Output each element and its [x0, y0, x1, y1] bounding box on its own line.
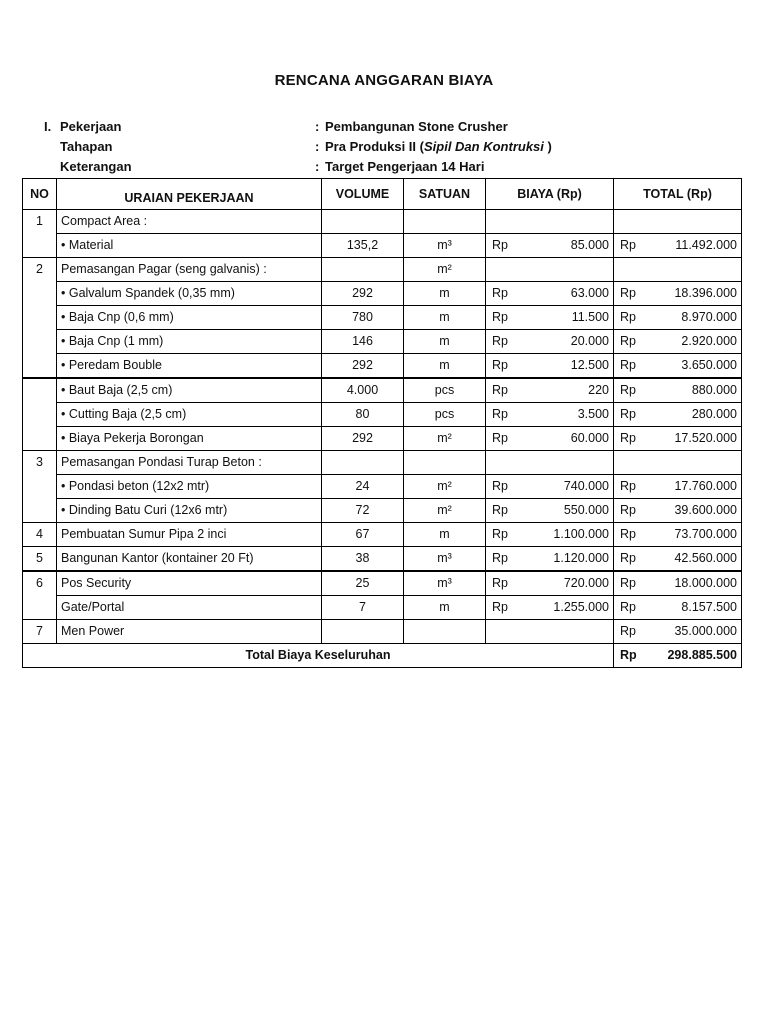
- table-row: [23, 330, 742, 354]
- row-satuan-cell: [404, 210, 486, 234]
- row-satuan-cell: [404, 354, 486, 379]
- row-volume: 24: [355, 479, 370, 493]
- row-desc-cell: [57, 354, 322, 379]
- currency-label: Rp: [620, 551, 636, 565]
- row-no: 7: [36, 624, 43, 638]
- row-total-cell: [614, 258, 742, 282]
- row-satuan-cell: [404, 282, 486, 306]
- row-satuan: m²: [437, 503, 452, 517]
- row-satuan: m: [439, 600, 450, 614]
- row-biaya-cell: [486, 620, 614, 644]
- currency-label: Rp: [620, 600, 636, 614]
- row-volume-cell: [322, 210, 404, 234]
- currency-label: Rp: [620, 358, 636, 372]
- currency-label: Rp: [620, 576, 636, 590]
- row-volume: 7: [359, 600, 366, 614]
- row-volume: 25: [355, 576, 370, 590]
- row-no-cell: [23, 427, 57, 451]
- table-row: [23, 596, 742, 620]
- row-total-cell: [614, 282, 742, 306]
- row-no: 5: [36, 551, 43, 565]
- row-satuan: m³: [437, 238, 452, 252]
- row-no-cell: [23, 596, 57, 620]
- row-biaya: 1.100.000: [553, 527, 609, 541]
- row-desc: • Dinding Batu Curi (12x6 mtr): [61, 503, 228, 517]
- row-desc-cell: [57, 596, 322, 620]
- row-biaya: 1.255.000: [553, 600, 609, 614]
- row-biaya: 20.000: [570, 334, 609, 348]
- currency-label: Rp: [492, 334, 508, 348]
- row-no-cell: [23, 523, 57, 547]
- row-desc-cell: [57, 523, 322, 547]
- row-total-cell: [614, 306, 742, 330]
- row-total-cell: [614, 330, 742, 354]
- currency-label: Rp: [492, 286, 508, 300]
- row-biaya-cell: [486, 210, 614, 234]
- row-biaya-cell: [486, 354, 614, 379]
- currency-label: Rp: [620, 334, 636, 348]
- budget-table: [22, 178, 742, 668]
- currency-label: Rp: [620, 648, 637, 662]
- row-volume-cell: [322, 571, 404, 596]
- table-row: [23, 547, 742, 572]
- row-biaya: 740.000: [563, 479, 609, 493]
- row-total: 18.396.000: [674, 286, 737, 300]
- row-volume-cell: [322, 547, 404, 572]
- row-volume: 292: [352, 286, 373, 300]
- row-desc-cell: [57, 258, 322, 282]
- row-desc-cell: [57, 403, 322, 427]
- row-satuan: m: [439, 310, 450, 324]
- row-satuan-cell: [404, 258, 486, 282]
- row-biaya-cell: [486, 282, 614, 306]
- colon: :: [315, 139, 320, 154]
- row-volume-cell: [322, 378, 404, 403]
- row-volume: 80: [355, 407, 370, 421]
- row-no-cell: [23, 210, 57, 234]
- row-total: 8.157.500: [681, 600, 737, 614]
- currency-label: Rp: [620, 479, 636, 493]
- header-total: TOTAL (Rp): [614, 179, 742, 210]
- row-biaya-cell: [486, 596, 614, 620]
- row-total-cell: [614, 499, 742, 523]
- row-desc-cell: [57, 499, 322, 523]
- row-desc: • Pondasi beton (12x2 mtr): [61, 479, 210, 493]
- row-volume-cell: [322, 306, 404, 330]
- keterangan-label: Keterangan: [60, 159, 132, 174]
- header-satuan: SATUAN: [404, 179, 486, 210]
- row-total: 11.492.000: [675, 238, 737, 252]
- row-volume-cell: [322, 234, 404, 258]
- row-desc-cell: [57, 427, 322, 451]
- tahapan-value: Pra Produksi II (Sipil Dan Kontruksi ): [325, 139, 552, 154]
- row-total-cell: [614, 234, 742, 258]
- row-total: 18.000.000: [674, 576, 737, 590]
- row-total: 2.920.000: [681, 334, 737, 348]
- keterangan-value: Target Pengerjaan 14 Hari: [325, 159, 485, 174]
- row-total-cell: [614, 571, 742, 596]
- row-desc: Bangunan Kantor (kontainer 20 Ft): [61, 551, 254, 565]
- row-desc: Men Power: [61, 624, 125, 638]
- row-desc: • Galvalum Spandek (0,35 mm): [61, 286, 235, 300]
- table-row: [23, 451, 742, 475]
- row-desc: Compact Area :: [61, 214, 148, 228]
- header-biaya: BIAYA (Rp): [486, 179, 614, 210]
- row-satuan: m: [439, 358, 450, 372]
- row-biaya-cell: [486, 451, 614, 475]
- row-no: 2: [36, 262, 43, 277]
- row-satuan: m²: [437, 479, 452, 493]
- row-desc: • Baja Cnp (1 mm): [61, 334, 164, 348]
- row-satuan-cell: [404, 451, 486, 475]
- row-satuan-cell: [404, 330, 486, 354]
- row-no: 4: [36, 527, 43, 541]
- row-volume-cell: [322, 330, 404, 354]
- row-volume: 135,2: [346, 238, 379, 252]
- page-title: RENCANA ANGGARAN BIAYA: [274, 72, 494, 89]
- table-row: [23, 258, 742, 282]
- table-row: [23, 499, 742, 523]
- table-row: [23, 234, 742, 258]
- row-desc-cell: [57, 620, 322, 644]
- row-satuan: m³: [437, 551, 452, 565]
- row-biaya-cell: [486, 499, 614, 523]
- row-total: 17.760.000: [674, 479, 737, 493]
- table-row: [23, 427, 742, 451]
- total-label: Total Biaya Keseluruhan: [23, 644, 614, 668]
- row-biaya-cell: [486, 427, 614, 451]
- row-no: 6: [36, 576, 43, 591]
- grand-total-cell: [614, 644, 742, 668]
- table-row: [23, 571, 742, 596]
- currency-label: Rp: [620, 238, 636, 252]
- row-desc-cell: [57, 306, 322, 330]
- row-volume: 72: [355, 503, 370, 517]
- currency-label: Rp: [492, 503, 508, 517]
- row-biaya: 63.000: [570, 286, 609, 300]
- pekerjaan-label: Pekerjaan: [60, 119, 122, 134]
- row-biaya: 11.500: [571, 310, 609, 324]
- row-satuan-cell: [404, 523, 486, 547]
- row-volume: 292: [352, 358, 373, 372]
- currency-label: Rp: [620, 431, 636, 445]
- row-no-cell: [23, 547, 57, 572]
- grand-total: 298.885.500: [667, 648, 737, 662]
- row-volume-cell: [322, 282, 404, 306]
- row-satuan-cell: [404, 427, 486, 451]
- row-no: 3: [36, 455, 43, 470]
- row-total-cell: [614, 523, 742, 547]
- table-row: [23, 306, 742, 330]
- row-satuan: pcs: [434, 407, 455, 421]
- row-biaya-cell: [486, 547, 614, 572]
- row-volume-cell: [322, 596, 404, 620]
- currency-label: Rp: [620, 407, 636, 421]
- row-volume-cell: [322, 475, 404, 499]
- header-uraian: URAIAN PEKERJAAN: [57, 179, 322, 210]
- row-volume-cell: [322, 451, 404, 475]
- info-number: I.: [44, 119, 52, 134]
- row-no-cell: [23, 282, 57, 306]
- currency-label: Rp: [492, 238, 508, 252]
- row-volume-cell: [322, 620, 404, 644]
- table-header-row: [23, 179, 742, 210]
- row-volume: 67: [355, 527, 370, 541]
- row-no-cell: [23, 403, 57, 427]
- currency-label: Rp: [620, 310, 636, 324]
- row-biaya-cell: [486, 523, 614, 547]
- row-no-cell: [23, 354, 57, 379]
- row-satuan: m: [439, 286, 450, 300]
- row-total-cell: [614, 427, 742, 451]
- row-no-cell: [23, 258, 57, 282]
- row-desc: Pemasangan Pondasi Turap Beton :: [61, 455, 262, 469]
- row-satuan: pcs: [434, 383, 455, 397]
- row-volume: 146: [352, 334, 373, 348]
- row-desc: • Cutting Baja (2,5 cm): [61, 407, 187, 421]
- currency-label: Rp: [620, 527, 636, 541]
- pekerjaan-value: Pembangunan Stone Crusher: [325, 119, 508, 134]
- row-biaya-cell: [486, 330, 614, 354]
- row-biaya-cell: [486, 475, 614, 499]
- info-tahapan: [44, 139, 552, 154]
- total-row: [23, 644, 742, 668]
- table-row: [23, 210, 742, 234]
- row-desc: Pos Security: [61, 576, 132, 590]
- row-desc-cell: [57, 330, 322, 354]
- table-row: [23, 378, 742, 403]
- row-biaya: 12.500: [570, 358, 609, 372]
- currency-label: Rp: [492, 551, 508, 565]
- currency-label: Rp: [492, 600, 508, 614]
- row-volume-cell: [322, 427, 404, 451]
- row-desc: • Material: [61, 238, 114, 252]
- header-no: NO: [23, 179, 57, 210]
- row-desc: • Peredam Bouble: [61, 358, 162, 372]
- row-total-cell: [614, 547, 742, 572]
- row-volume: 4.000: [346, 383, 379, 397]
- colon: :: [315, 119, 320, 134]
- row-volume-cell: [322, 354, 404, 379]
- row-no-cell: [23, 571, 57, 596]
- row-volume: 38: [355, 551, 370, 565]
- table-row: [23, 523, 742, 547]
- row-no-cell: [23, 451, 57, 475]
- row-desc: • Baut Baja (2,5 cm): [61, 383, 173, 397]
- row-total-cell: [614, 451, 742, 475]
- table-row: [23, 282, 742, 306]
- row-total: 42.560.000: [674, 551, 737, 565]
- row-no: 1: [36, 214, 43, 229]
- currency-label: Rp: [492, 407, 508, 421]
- row-no-cell: [23, 475, 57, 499]
- row-desc: Pemasangan Pagar (seng galvanis) :: [61, 262, 267, 276]
- row-total: 39.600.000: [674, 503, 737, 517]
- row-satuan-cell: [404, 547, 486, 572]
- info-keterangan: [44, 159, 484, 174]
- row-satuan: m: [439, 527, 450, 541]
- row-biaya: 3.500: [577, 407, 609, 421]
- row-no-cell: [23, 499, 57, 523]
- row-satuan: m: [439, 334, 450, 348]
- row-desc-cell: [57, 282, 322, 306]
- row-total-cell: [614, 378, 742, 403]
- row-satuan-cell: [404, 403, 486, 427]
- row-satuan-cell: [404, 499, 486, 523]
- row-satuan: m²: [437, 262, 452, 276]
- row-total-cell: [614, 354, 742, 379]
- row-biaya-cell: [486, 403, 614, 427]
- row-biaya-cell: [486, 306, 614, 330]
- row-biaya: 85.000: [570, 238, 609, 252]
- table-row: [23, 354, 742, 379]
- info-pekerjaan: [44, 119, 508, 134]
- row-satuan-cell: [404, 475, 486, 499]
- row-biaya: 1.120.000: [553, 551, 609, 565]
- currency-label: Rp: [620, 383, 636, 397]
- row-total: 880.000: [691, 383, 737, 397]
- row-total: 35.000.000: [674, 624, 737, 638]
- table-row: [23, 620, 742, 644]
- row-desc-cell: [57, 475, 322, 499]
- row-total: 17.520.000: [674, 431, 737, 445]
- row-satuan-cell: [404, 378, 486, 403]
- colon: :: [315, 159, 320, 174]
- row-volume-cell: [322, 499, 404, 523]
- row-total: 3.650.000: [681, 358, 737, 372]
- row-desc: Gate/Portal: [61, 600, 125, 614]
- row-desc-cell: [57, 571, 322, 596]
- row-satuan-cell: [404, 596, 486, 620]
- row-desc: • Biaya Pekerja Borongan: [61, 431, 204, 445]
- currency-label: Rp: [492, 358, 508, 372]
- row-total-cell: [614, 596, 742, 620]
- currency-label: Rp: [492, 479, 508, 493]
- currency-label: Rp: [620, 624, 636, 638]
- row-satuan: m³: [437, 576, 452, 590]
- row-biaya-cell: [486, 378, 614, 403]
- row-volume: 292: [352, 431, 373, 445]
- row-biaya-cell: [486, 258, 614, 282]
- row-satuan: m²: [437, 431, 452, 445]
- row-volume: 780: [352, 310, 373, 324]
- row-total-cell: [614, 620, 742, 644]
- currency-label: Rp: [492, 576, 508, 590]
- row-satuan-cell: [404, 571, 486, 596]
- row-desc-cell: [57, 547, 322, 572]
- row-desc-cell: [57, 451, 322, 475]
- row-total-cell: [614, 475, 742, 499]
- row-no-cell: [23, 306, 57, 330]
- tahapan-label: Tahapan: [60, 139, 113, 154]
- row-no-cell: [23, 234, 57, 258]
- row-desc-cell: [57, 210, 322, 234]
- currency-label: Rp: [620, 503, 636, 517]
- row-biaya-cell: [486, 571, 614, 596]
- row-volume-cell: [322, 403, 404, 427]
- row-volume-cell: [322, 523, 404, 547]
- row-no-cell: [23, 330, 57, 354]
- row-no-cell: [23, 620, 57, 644]
- row-desc-cell: [57, 234, 322, 258]
- row-satuan-cell: [404, 234, 486, 258]
- table-row: [23, 403, 742, 427]
- row-total-cell: [614, 403, 742, 427]
- currency-label: Rp: [492, 310, 508, 324]
- row-biaya: 220: [588, 383, 609, 397]
- currency-label: Rp: [492, 383, 508, 397]
- row-biaya: 60.000: [570, 431, 609, 445]
- row-biaya: 720.000: [563, 576, 609, 590]
- row-total-cell: [614, 210, 742, 234]
- currency-label: Rp: [620, 286, 636, 300]
- row-volume-cell: [322, 258, 404, 282]
- row-total: 8.970.000: [681, 310, 737, 324]
- row-satuan-cell: [404, 620, 486, 644]
- row-total: 73.700.000: [674, 527, 737, 541]
- row-desc: Pembuatan Sumur Pipa 2 inci: [61, 527, 227, 541]
- row-no-cell: [23, 378, 57, 403]
- row-biaya: 550.000: [563, 503, 609, 517]
- row-desc: • Baja Cnp (0,6 mm): [61, 310, 174, 324]
- row-desc-cell: [57, 378, 322, 403]
- currency-label: Rp: [492, 527, 508, 541]
- currency-label: Rp: [492, 431, 508, 445]
- table-row: [23, 475, 742, 499]
- header-volume: VOLUME: [322, 179, 404, 210]
- row-total: 280.000: [691, 407, 737, 421]
- row-biaya-cell: [486, 234, 614, 258]
- row-satuan-cell: [404, 306, 486, 330]
